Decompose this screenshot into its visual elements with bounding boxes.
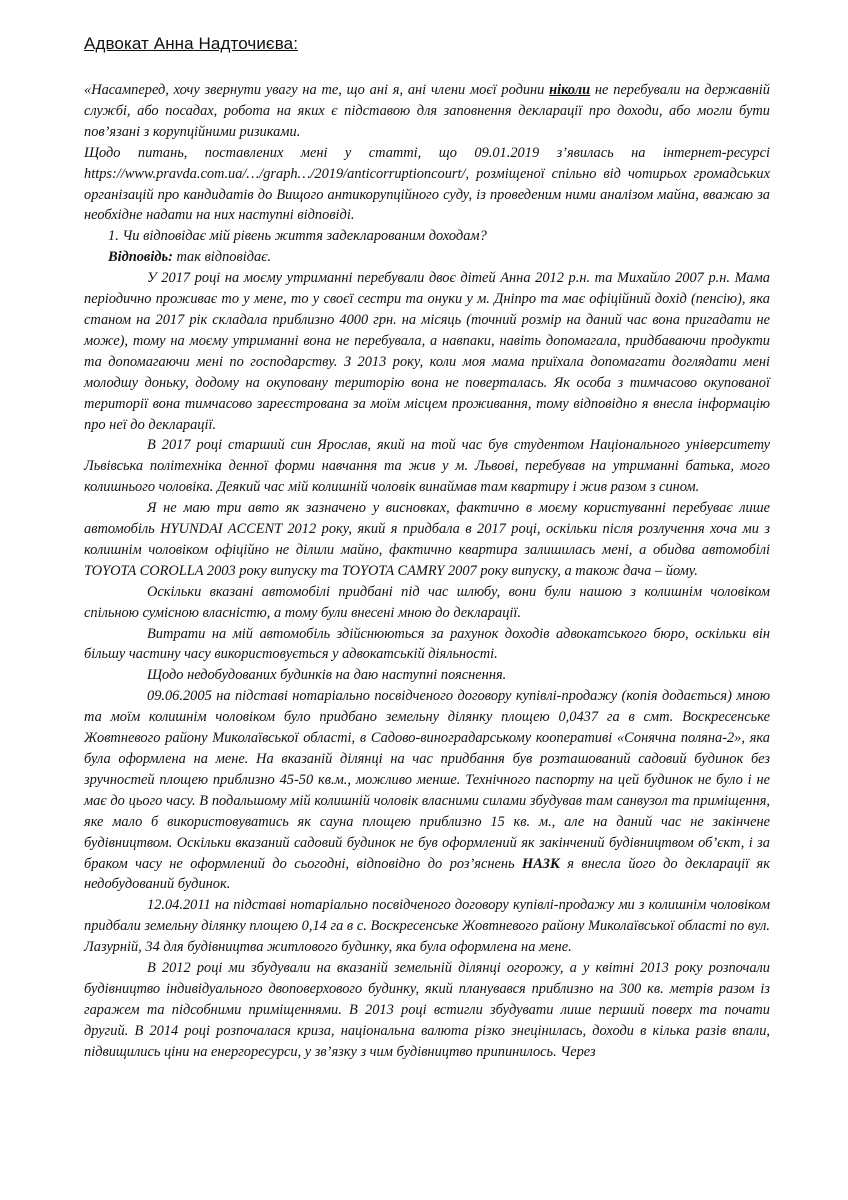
paragraph-land-2005: 09.06.2005 на підставі нотаріально посвідченого договору купівлі-продажу (копія додається) мною та моїм колишнім чоловіком було придбано земельну ділянку площею 0,0437 га в смт. Воскресенське Жовтневого району Миколаївської області, в Садово-виноградарському кооперативі «Сонячна поляна-2», яка була оформлена на мене. На вказаній ділянці на час придбання був розташований садовий будинок без зручностей площею приблизно 45-50 кв.м., можливо менше. Технічного паспорту на цей будинок не було і не має до цього часу. В подальшому мій колишній чоловік власними силами збудував там санвузол та приміщення, яке мало б використовуватись як сауна площею приблизно 15 кв. м., але на даний час не закінчене будівництвом. Оскільки вказаний садовий будинок не був оформлений як закінчений будівництвом об’єкт, і за браком часу не оформлений до сьогодні, відповідно до роз’яснень НАЗК я внесла його до декларації як недобудований будинок. <box>84 688 770 893</box>
paragraph-unfinished-intro: Щодо недобудованих будинків на даю наступні пояснення. <box>147 667 507 684</box>
paragraph-land-2011: 12.04.2011 на підставі нотаріально посвідченого договору купівлі-продажу ми з колишнім чоловіком придбали земельну ділянку площею 0,14 га в с. Воскресенське Жовтневого району Миколаївської області по вул. Лазурній, 34 для будівництва житлового будинку, яка була оформлена на мене. <box>84 897 770 956</box>
question-1: 1. Чи відповідає мій рівень життя задекларованим доходам? <box>108 228 487 245</box>
answer-1: Відповідь: так відповідає. <box>108 249 272 266</box>
emphasis-never: ніколи <box>549 82 591 98</box>
document-heading: Адвокат Анна Надточиєва: <box>84 34 299 53</box>
emphasis-nazk: НАЗК <box>522 855 560 872</box>
paragraph-car-expenses: Витрати на мій автомобіль здійснюються за рахунок доходів адвокатського бюро, оскільки він більшу частину часу використовується у адвокатській діяльності. <box>84 625 770 663</box>
paragraph-construction: В 2012 році ми збудували на вказаній земельній ділянці огорожу, а у квітні 2013 року розпочали будівництво індивідуального двоповерхового будинку, який планувався приблизно на 300 кв. метрів разом із гаражем та підсобними приміщеннями. В 2013 році встигли збудувати лише перший поверх та почати другий. В 2014 році розпочалася криза, національна валюта різко знецінилась, доходи в кілька разів впали, підвищились ціни на енергоресурси, у зв’язку з чим будівництво припинилось. Через <box>84 960 770 1060</box>
paragraph-questions: Щодо питань, поставлених мені у статті, що 09.01.2019 з’явилась на інтернет-ресурсі https://www.pravda.com.ua/…/graph…/2019/anticorruptioncourt/, розміщеної спільно від чотирьох громадських організацій про кандидатів до Вищого антикорупційного суду, із проведеним ними аналізом майна, вважаю за необхідне надати на них наступні відповіді. <box>84 144 770 224</box>
paragraph-cars: Я не маю три авто як зазначено у висновках, фактично в моєму користуванні перебуває лише автомобіль HYUNDAI ACCENT 2012 року, який я придбала в 2017 році, оскільки після розлучення хоча ми з колишнім чоловіком офіційно не ділили майно, фактично квартира залишилась мені, а обидва автомобілі TOYOTA COROLLA 2003 року випуску та TOYOTA CAMRY 2007 року випуску, а також дача – йому. <box>84 500 770 579</box>
paragraph-intro: «Насамперед, хочу звернути увагу на те, що ані я, ані члени моєї родини ніколи не перебували на державній службі, або посадах, робота на яких є підставою для заповнення декларації про доходи, або могли бути пов’язані з корупційними ризиками. <box>84 82 770 140</box>
document-body <box>84 80 770 1063</box>
paragraph-dependents: У 2017 році на моєму утриманні перебували двоє дітей Анна 2012 р.н. та Михайло 2007 р.н. Мама періодично проживає то у мене, то у своєї сестри та онуки у м. Дніпро та має офіційний дохід (пенсію), яка станом на 2017 рік складала приблизно 4000 грн. на місяць (точний розмір на даний час вона пригадати не може), тому на моєму утриманні вона не перебувала, а навпаки, навіть допомагала, придбаваючи продукти та допомагаючи мені по господарству. З 2013 року, коли моя мама приїхала допомагати доглядати мені молодшу доньку, додому на окуповану територію вона не поверталась. Як особа з тимчасово окупованої території вона тимчасово зареєстрована за моїм місцем проживання, тому відповідно я внесла інформацію про неї до декларації. <box>84 270 770 433</box>
answer-label: Відповідь: <box>108 249 173 266</box>
paragraph-joint-property: Оскільки вказані автомобілі придбані під час шлюбу, вони були нашою з колишнім чоловіком спільною сумісною власністю, а тому були внесені мною до декларації. <box>84 583 770 621</box>
paragraph-son: В 2017 році старший син Ярослав, який на той час був студентом Національного університету Львівська політехніка денної форми навчання та жив у м. Львові, перебував на утриманні батька, мого колишнього чоловіка. Деякий час мій колишній чоловік винаймав там квартиру і жив разом з сином. <box>84 437 770 496</box>
